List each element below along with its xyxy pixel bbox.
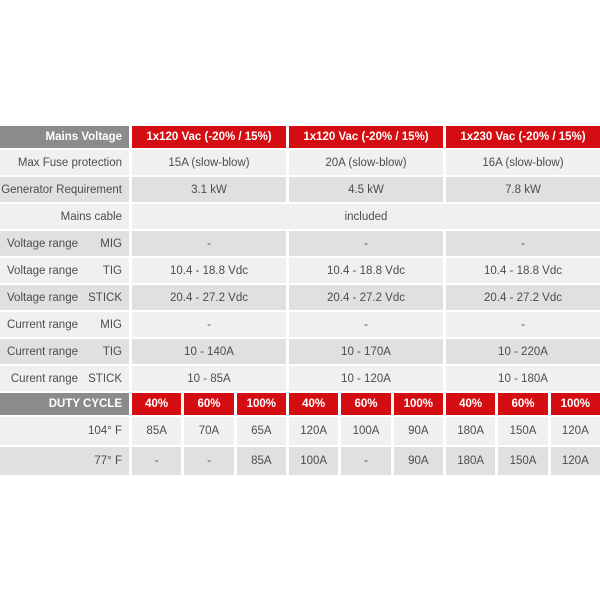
row-label-process: STICK	[88, 291, 122, 304]
duty-value-cell: 85A	[237, 447, 286, 475]
row-label-text: Curent range	[10, 372, 78, 385]
row-label-text: Voltage range	[7, 291, 78, 304]
row-label-text: Voltage range	[7, 237, 78, 250]
duty-value-cell: 100A	[341, 417, 390, 445]
duty-value-cell: -	[132, 447, 181, 475]
temp-row-label-77f: 77° F	[0, 447, 129, 475]
row-label-text: Current range	[7, 318, 78, 331]
duty-percent-cell: 100%	[237, 393, 286, 415]
spec-row-label-current-stick	[0, 366, 129, 391]
spec-row-label-mains-cable: Mains cable	[0, 204, 129, 229]
duty-value-cell: 150A	[498, 417, 547, 445]
row-label-process: TIG	[102, 345, 122, 358]
spec-value-cell-merged: included	[132, 204, 600, 229]
duty-value-cell: 70A	[184, 417, 233, 445]
spec-value-cell: -	[132, 231, 286, 256]
spec-row-label-generator: Generator Requirement	[0, 177, 129, 202]
duty-value-cell: 90A	[394, 447, 443, 475]
spec-value-cell: 15A (slow-blow)	[132, 150, 286, 175]
spec-value-cell: 10 - 85A	[132, 366, 286, 391]
row-label-process: MIG	[100, 318, 122, 331]
duty-cycle-header-cell: DUTY CYCLE	[0, 393, 129, 415]
spec-value-cell: 10.4 - 18.8 Vdc	[289, 258, 443, 283]
duty-value-cell: 90A	[394, 417, 443, 445]
duty-value-cell: 120A	[289, 417, 338, 445]
spec-value-cell: 20A (slow-blow)	[289, 150, 443, 175]
row-label-text: Current range	[7, 345, 78, 358]
duty-value-cell: 180A	[446, 447, 495, 475]
spec-value-cell: -	[446, 231, 600, 256]
voltage-column-header-2: 1x120 Vac (-20% / 15%)	[289, 126, 443, 148]
spec-value-cell: 16A (slow-blow)	[446, 150, 600, 175]
spec-value-cell: 10 - 120A	[289, 366, 443, 391]
duty-value-cell: 65A	[237, 417, 286, 445]
row-label-process: STICK	[88, 372, 122, 385]
duty-percent-cell: 100%	[394, 393, 443, 415]
row-label-process: MIG	[100, 237, 122, 250]
duty-value-cell: 150A	[498, 447, 547, 475]
duty-value-cell: 120A	[551, 447, 600, 475]
spec-row-label-current-tig	[0, 339, 129, 364]
duty-percent-cell: 40%	[446, 393, 495, 415]
spec-value-cell: 10 - 220A	[446, 339, 600, 364]
row-label-process: TIG	[102, 264, 122, 277]
duty-value-cell: 120A	[551, 417, 600, 445]
duty-percent-cell: 60%	[184, 393, 233, 415]
duty-value-cell: 85A	[132, 417, 181, 445]
spec-value-cell: 20.4 - 27.2 Vdc	[289, 285, 443, 310]
duty-value-cell: 180A	[446, 417, 495, 445]
spec-value-cell: 4.5 kW	[289, 177, 443, 202]
spec-value-cell: 20.4 - 27.2 Vdc	[446, 285, 600, 310]
spec-value-cell: 10.4 - 18.8 Vdc	[132, 258, 286, 283]
row-label-text: Voltage range	[7, 264, 78, 277]
duty-value-cell: -	[341, 447, 390, 475]
spec-value-cell: -	[289, 231, 443, 256]
duty-percent-cell: 60%	[498, 393, 547, 415]
spec-value-cell: -	[289, 312, 443, 337]
spec-value-cell: 7.8 kW	[446, 177, 600, 202]
spec-value-cell: 3.1 kW	[132, 177, 286, 202]
voltage-column-header-3: 1x230 Vac (-20% / 15%)	[446, 126, 600, 148]
spec-row-label-voltage-tig	[0, 258, 129, 283]
spec-value-cell: -	[446, 312, 600, 337]
specifications-table	[0, 126, 600, 475]
spec-value-cell: 10 - 140A	[132, 339, 286, 364]
spec-row-label-current-mig	[0, 312, 129, 337]
spec-row-label-voltage-stick	[0, 285, 129, 310]
spec-row-label-max-fuse: Max Fuse protection	[0, 150, 129, 175]
duty-percent-cell: 60%	[341, 393, 390, 415]
spec-value-cell: -	[132, 312, 286, 337]
voltage-column-header-1: 1x120 Vac (-20% / 15%)	[132, 126, 286, 148]
spec-value-cell: 10 - 180A	[446, 366, 600, 391]
duty-value-cell: 100A	[289, 447, 338, 475]
spec-value-cell: 10 - 170A	[289, 339, 443, 364]
mains-voltage-header-cell: Mains Voltage	[0, 126, 129, 148]
duty-percent-cell: 40%	[132, 393, 181, 415]
duty-percent-cell: 40%	[289, 393, 338, 415]
temp-row-label-104f: 104° F	[0, 417, 129, 445]
spec-row-label-voltage-mig	[0, 231, 129, 256]
spec-value-cell: 10.4 - 18.8 Vdc	[446, 258, 600, 283]
duty-value-cell: -	[184, 447, 233, 475]
spec-value-cell: 20.4 - 27.2 Vdc	[132, 285, 286, 310]
duty-percent-cell: 100%	[551, 393, 600, 415]
